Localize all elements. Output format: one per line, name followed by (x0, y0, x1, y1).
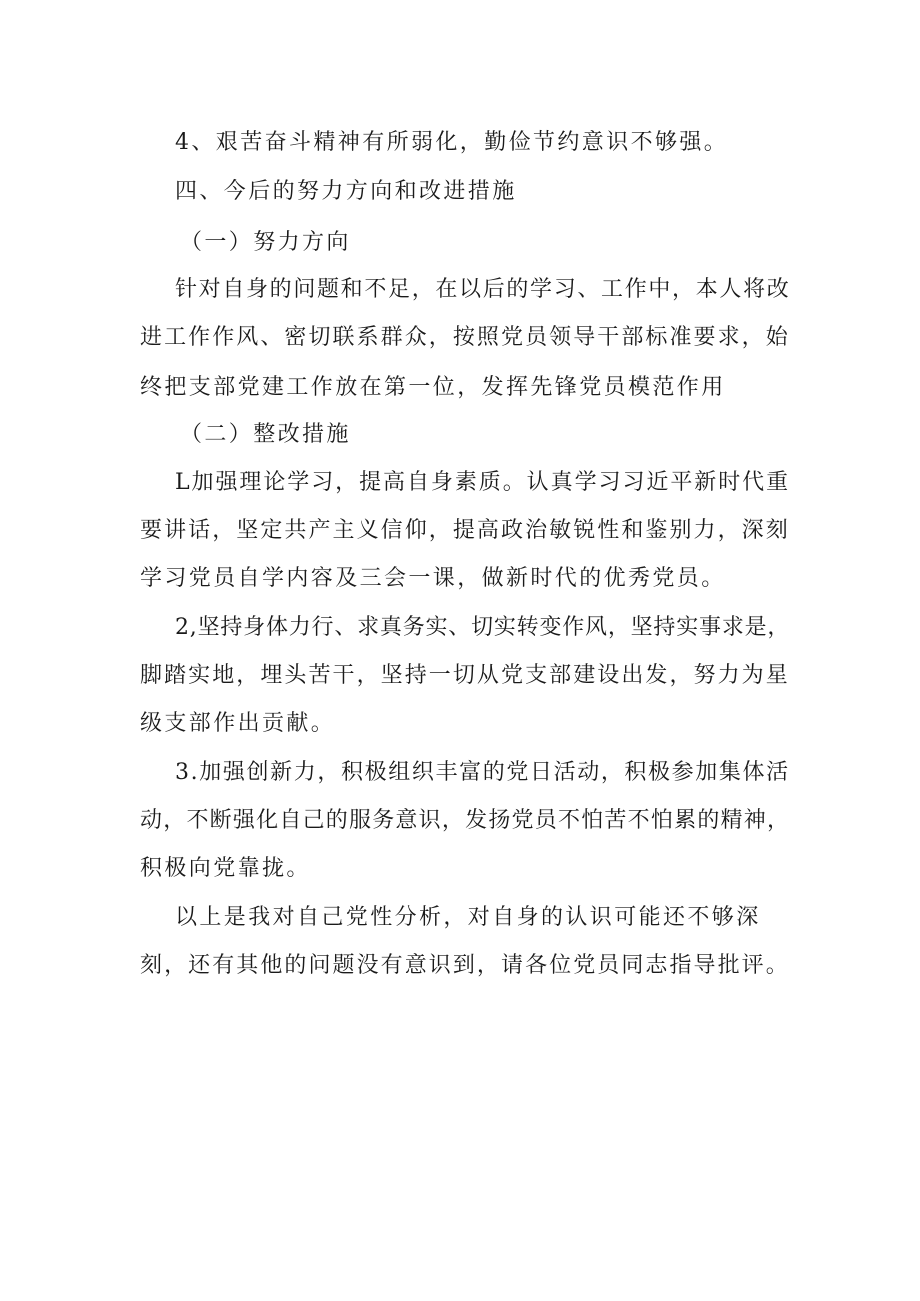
paragraph-line: 以上是我对自己党性分析，对自身的认识可能还不够深 (175, 905, 761, 930)
paragraph-line: 进工作作风、密切联系群众，按照党员领导干部标准要求，始 (140, 325, 790, 350)
paragraph-line: 动，不断强化自己的服务意识，发扬党员不怕苦不怕累的精神， (140, 808, 791, 833)
subsection-heading: （二）整改措施 (180, 422, 351, 447)
paragraph-line: 针对自身的问题和不足，在以后的学习、工作中，本人将改 (175, 277, 791, 302)
paragraph-line: 刻，还有其他的问题没有意识到，请各位党员同志指导批评。 (140, 953, 790, 978)
paragraph-line: 3.加强创新力，积极组织丰富的党日活动，积极参加集体活 (175, 760, 790, 785)
paragraph-line: 级支部作出贡献。 (140, 711, 336, 736)
paragraph-line: 终把支部党建工作放在第一位，发挥先锋党员模范作用 (140, 375, 726, 400)
paragraph-line: 学习党员自学内容及三会一课，做新时代的优秀党员。 (140, 566, 726, 591)
paragraph-line: L加强理论学习，提高自身素质。认真学习习近平新时代重 (175, 470, 791, 495)
paragraph-line: 脚踏实地，埋头苦干，坚持一切从党支部建设出发，努力为星 (140, 663, 790, 688)
paragraph-line: 2,坚持身体力行、求真务实、切实转变作风，坚持实事求是， (175, 615, 791, 640)
paragraph-line: 要讲话，坚定共产主义信仰，提高政治敏锐性和鉴别力，深刻 (140, 518, 790, 543)
subsection-heading: （一）努力方向 (180, 230, 351, 255)
paragraph-line: 积极向党靠拢。 (140, 856, 311, 881)
paragraph-line: 4、艰苦奋斗精神有所弱化，勤俭节约意识不够强。 (175, 130, 729, 155)
section-heading: 四、今后的努力方向和改进措施 (175, 179, 517, 204)
